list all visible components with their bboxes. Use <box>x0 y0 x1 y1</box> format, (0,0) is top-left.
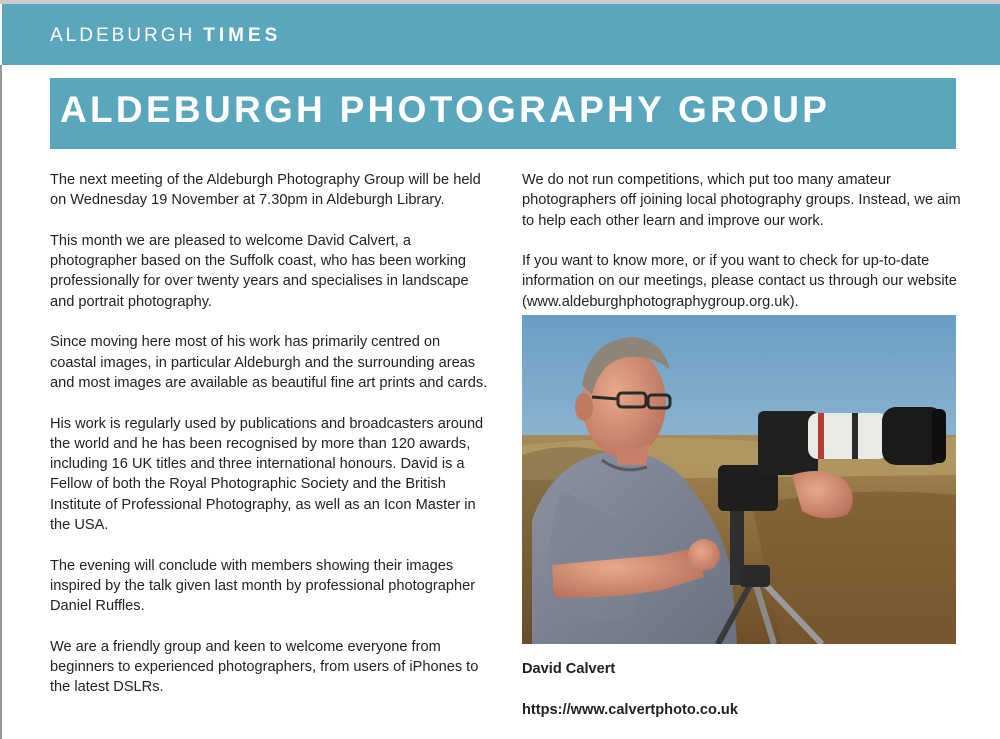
article-title: ALDEBURGH PHOTOGRAPHY GROUP <box>60 89 831 130</box>
page-edge-rule <box>0 65 2 739</box>
paragraph-competitions: We do not run competitions, which put too many amateur photographers off joining local photography groups. Instead, we aim to help each other learn and improve our work. <box>522 172 961 229</box>
publication-name-bold: TIMES <box>203 25 282 46</box>
photographer-website-link[interactable]: https://www.calvertphoto.co.uk <box>522 702 738 718</box>
paragraph-coastal: Since moving here most of his work has primarily centred on coastal images, in particular Aldeburgh and the surrounding areas and most images are available as beautiful fine art prints and cards. <box>50 334 488 391</box>
paragraph-meeting: The next meeting of the Aldeburgh Photography Group will be held on Wednesday 19 November at 7.30pm in Aldeburgh Library. <box>50 172 481 209</box>
photo-caption: David Calvert <box>522 661 616 677</box>
publication-name-light: ALDEBURGH <box>50 25 196 46</box>
photographer-photo <box>522 315 956 644</box>
masthead <box>2 4 1000 65</box>
paragraph-welcome: We are a friendly group and keen to welcome everyone from beginners to experienced photographers, from users of iPhones to the latest DSLRs. <box>50 638 479 696</box>
paragraph-speaker: This month we are pleased to welcome David Calvert, a photographer based on the Suffolk coast, who has been working professionally for over twenty years and specialises in landscape and portrait photography. <box>50 232 469 310</box>
publication-name <box>50 25 281 47</box>
article-right-column <box>522 170 962 332</box>
paragraph-evening: The evening will conclude with members showing their images inspired by the talk given last month by professional photographer Daniel Ruffles. <box>50 557 476 615</box>
article-left-column <box>50 170 490 718</box>
paragraph-awards: His work is regularly used by publications and broadcasters around the world and he has been recognised by more than 120 awards, including 16 UK titles and three international honours. David is a Fellow of both the Royal Photographic Society and the British Institute of Professional Photography, as well as an Icon Master in the USA. <box>50 415 484 534</box>
paragraph-contact: If you want to know more, or if you want to check for up-to-date information on our meetings, please contact us through our website (www.aldeburghphotographygroup.org.uk). <box>522 253 957 310</box>
article-title-bar <box>50 78 956 149</box>
